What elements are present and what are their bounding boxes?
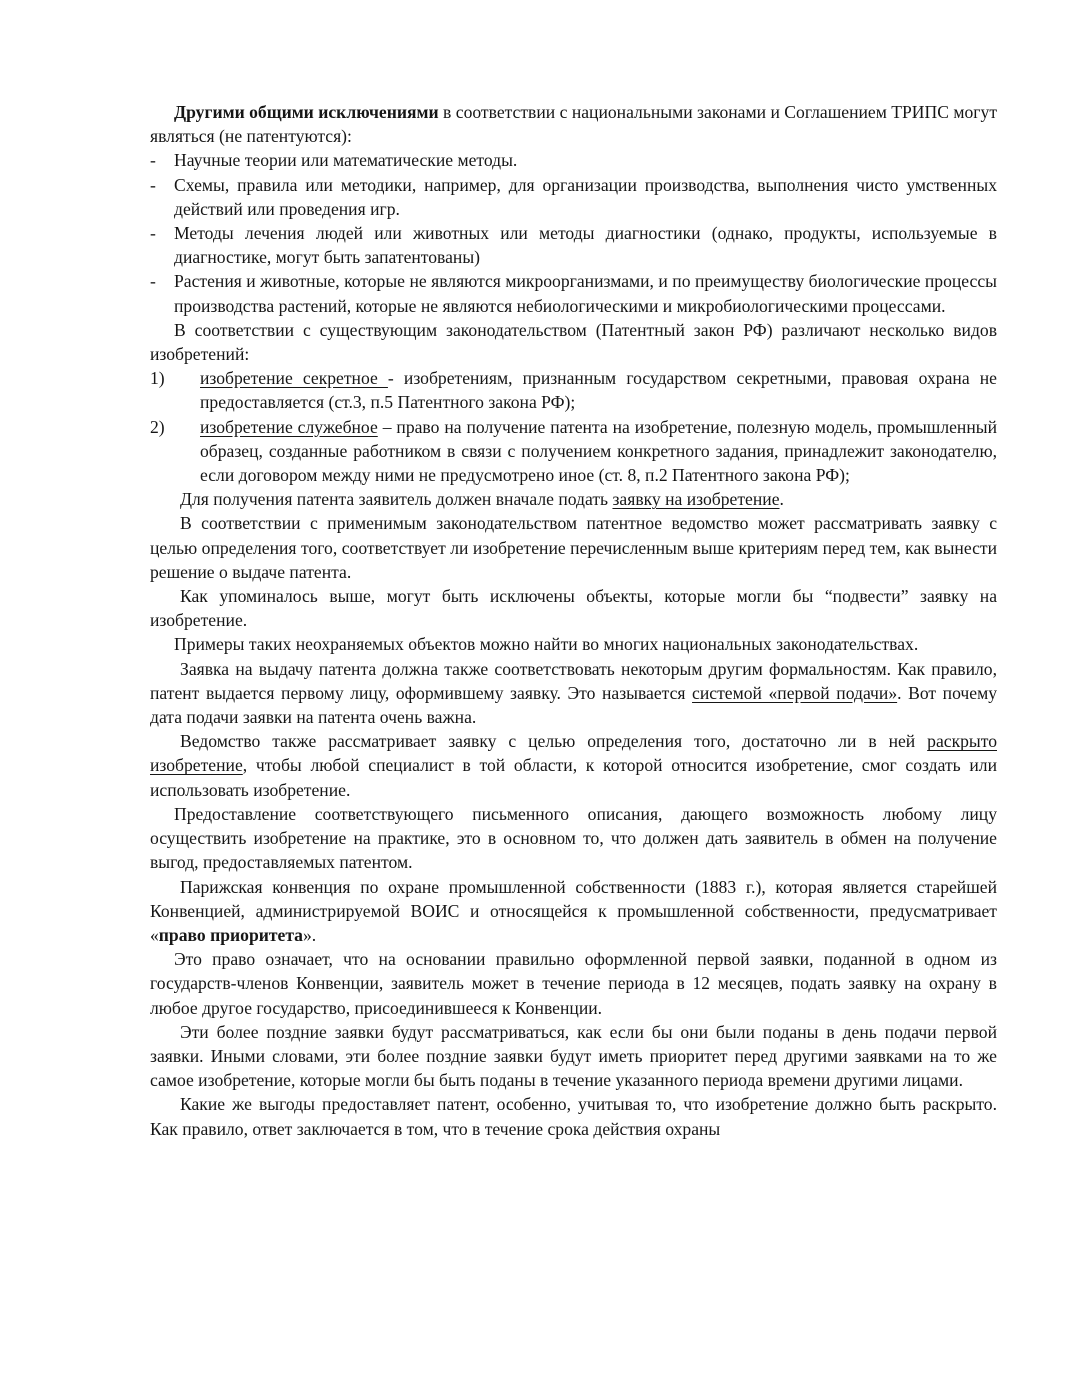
- paragraph-formalities: Заявка на выдачу патента должна также соответствовать некоторым другим формальностям. Как правило, патент выдается первому лицу, оформившему заявку. Это называется системой «первой подачи». Вот почему дата подачи заявки на патента очень важна.: [150, 658, 998, 728]
- paragraph-examination: В соответствии с применимым законодательством патентное ведомство может рассматривать заявку с целью определения того, соответствует ли изобретение перечисленным выше критериям перед тем, как вынести решение о выдаче патента.: [150, 513, 997, 582]
- paragraph-priority-right: Это право означает, что на основании правильно оформленной первой заявки, поданной в одном из государств-членов Конвенции, заявитель может в течение периода в 12 месяцев, подать заявку на охрану в любое другое государство, присоединившееся к Конвенции.: [150, 949, 997, 1018]
- paragraph-examples: Примеры таких неохраняемых объектов можно найти во многих национальных законодательствах.: [174, 634, 919, 655]
- list-item: - Методы лечения людей или животных или методы диагностики (однако, продукты, используемые в диагностике, могут быть запатентованы): [150, 223, 997, 268]
- term-disclosure: раскрыто изобретение: [150, 731, 997, 776]
- numbered-item: 1) изобретение секретное - изобретениям, признанным государством секретными, правовая охрана не предоставляется (ст.3, п.5 Патентного закона РФ);: [150, 368, 997, 413]
- list-item: - Растения и животные, которые не являются микроорганизмами, и по преимуществу биологические процессы производства растений, которые не являются небиологическими и микробиологическими процессами.: [150, 271, 997, 316]
- bold-term: Другими общими исключениями: [174, 102, 439, 122]
- paragraph-invention-types: В соответствии с существующим законодательством (Патентный закон РФ) различают несколько видов изобретений:: [150, 319, 997, 365]
- bold-term: право приоритета: [158, 924, 303, 945]
- bullet-marker: -: [150, 223, 156, 244]
- item-number: 1): [150, 368, 165, 389]
- term-first-to-file: системой «первой подачи»: [692, 682, 898, 703]
- paragraph-disclosure: Ведомство также рассматривает заявку с целью определения того, достаточно ли в ней раскрыто изобретение, чтобы любой специалист в той области, к которой относится изобретение, смог создать или использовать изобретение.: [150, 731, 997, 800]
- paragraph-description: Предоставление соответствующего письменного описания, дающего возможность любому лицу осуществить изобретение на практике, это в основном то, что должен дать заявитель в обмен на получение выгод, предоставляемых патентом.: [150, 803, 997, 873]
- list-item: - Научные теории или математические методы.: [150, 148, 997, 172]
- paragraph-benefits: Какие же выгоды предоставляет патент, особенно, учитывая то, что изобретение должно быть раскрыто. Как правило, ответ заключается в том, что в течение срока действия охраны: [150, 1094, 997, 1139]
- paragraph-excluded-objects: Как упоминалось выше, могут быть исключены объекты, которые могли бы “подвести” заявку на изобретение.: [150, 586, 997, 631]
- paragraph-exclusions-intro: Другими общими исключениями в соответствии с национальными законами и Соглашением ТРИПС могут являться (не патентуются):: [150, 102, 998, 147]
- bullet-marker: -: [150, 271, 156, 292]
- paragraph-application: Для получения патента заявитель должен вначале подать заявку на изобретение.: [180, 489, 784, 510]
- paragraph-later-applications: Эти более поздние заявки будут рассматриваться, как если бы они были поданы в день подачи первой заявки. Иными словами, эти более поздние заявки будут иметь приоритет перед другими заявками на то же самое изобретение, которые могли бы быть поданы в течение указанного периода времени другими лицами.: [150, 1021, 997, 1091]
- bullet-marker: -: [150, 150, 156, 171]
- item-number: 2): [150, 416, 165, 437]
- paragraph-paris-convention: Парижская конвенция по охране промышленной собственности (1883 г.), которая является старейшей Конвенцией, администрируемой ВОИС и относящейся к промышленной собственности, предусматривает «право приоритета».: [150, 876, 997, 945]
- term-application: заявку на изобретение: [612, 489, 780, 510]
- numbered-item: 2) изобретение служебное – право на получение патента на изобретение, полезную модель, промышленный образец, созданные работником в связи с получением конкретного задания, принадлежит законодателю, если договором между ними не предусмотрено иное (ст. 8, п.2 Патентного закона РФ);: [150, 416, 997, 486]
- document-page: [150, 100, 997, 1141]
- term-secret-invention: изобретение секретное: [200, 368, 388, 389]
- bullet-marker: -: [150, 174, 156, 195]
- term-service-invention: изобретение служебное: [200, 416, 378, 437]
- list-item: - Схемы, правила или методики, например, для организации производства, выполнения чисто умственных действий или проведения игр.: [150, 174, 997, 219]
